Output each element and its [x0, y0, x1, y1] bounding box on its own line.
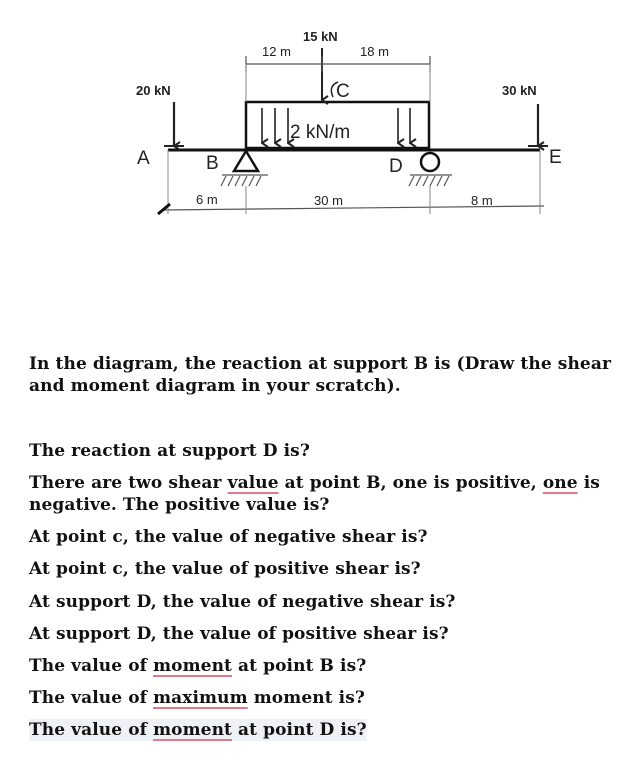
question-c-positive-shear: At point c, the value of positive shear is? [29, 559, 421, 579]
spellcheck-word-maximum: maximum [153, 688, 248, 708]
support-b-ground-hatch [221, 175, 268, 186]
distributed-load-label: 2 kN/m [290, 122, 351, 143]
dim-label-8m: 8 m [471, 193, 493, 208]
question-reaction-d: The reaction at support D is? [29, 441, 310, 461]
question-shear-b-line2: negative. The positive value is? [29, 495, 330, 515]
spellcheck-word-one: one [542, 473, 578, 493]
load-label-left: 20 kN [136, 83, 171, 98]
beam-diagram [0, 0, 638, 230]
question-shear-b-line1: There are two shear value at point B, one is positive, one is [29, 473, 600, 493]
point-c-label: C [336, 81, 350, 102]
question-d-positive-shear: At support D, the value of positive shear is? [29, 624, 449, 644]
support-d-ground-hatch [409, 175, 452, 186]
question-reaction-b-line2: and moment diagram in your scratch). [29, 376, 401, 396]
question-reaction-b [29, 353, 611, 397]
point-b-label: B [206, 153, 219, 174]
load-label-right: 30 kN [502, 83, 537, 98]
dim-label-30m: 30 m [314, 193, 343, 208]
point-a-label: A [137, 148, 150, 169]
question-d-negative-shear: At support D, the value of negative shear is? [29, 592, 456, 612]
question-moment-b: The value of moment at point B is? [29, 656, 367, 676]
question-reaction-b-line1: In the diagram, the reaction at support B is (Draw the shear [29, 354, 611, 374]
point-d-label: D [389, 156, 403, 177]
question-moment-d: The value of moment at point D is? [29, 720, 367, 740]
load-label-mid: 15 kN [303, 29, 338, 44]
support-b-pin [234, 151, 258, 171]
spellcheck-word-moment: moment [153, 656, 233, 676]
point-e-label: E [549, 147, 562, 168]
question-shear-b [29, 472, 600, 516]
question-max-moment: The value of maximum moment is? [29, 688, 365, 708]
spellcheck-word-moment-d: moment [153, 720, 233, 740]
spellcheck-word-value: value [227, 473, 279, 493]
dim-label-12m: 12 m [262, 44, 291, 59]
dim-label-6m: 6 m [196, 192, 218, 207]
dim-label-18m: 18 m [360, 44, 389, 59]
question-c-negative-shear: At point c, the value of negative shear is? [29, 527, 428, 547]
support-d-roller [421, 153, 439, 171]
